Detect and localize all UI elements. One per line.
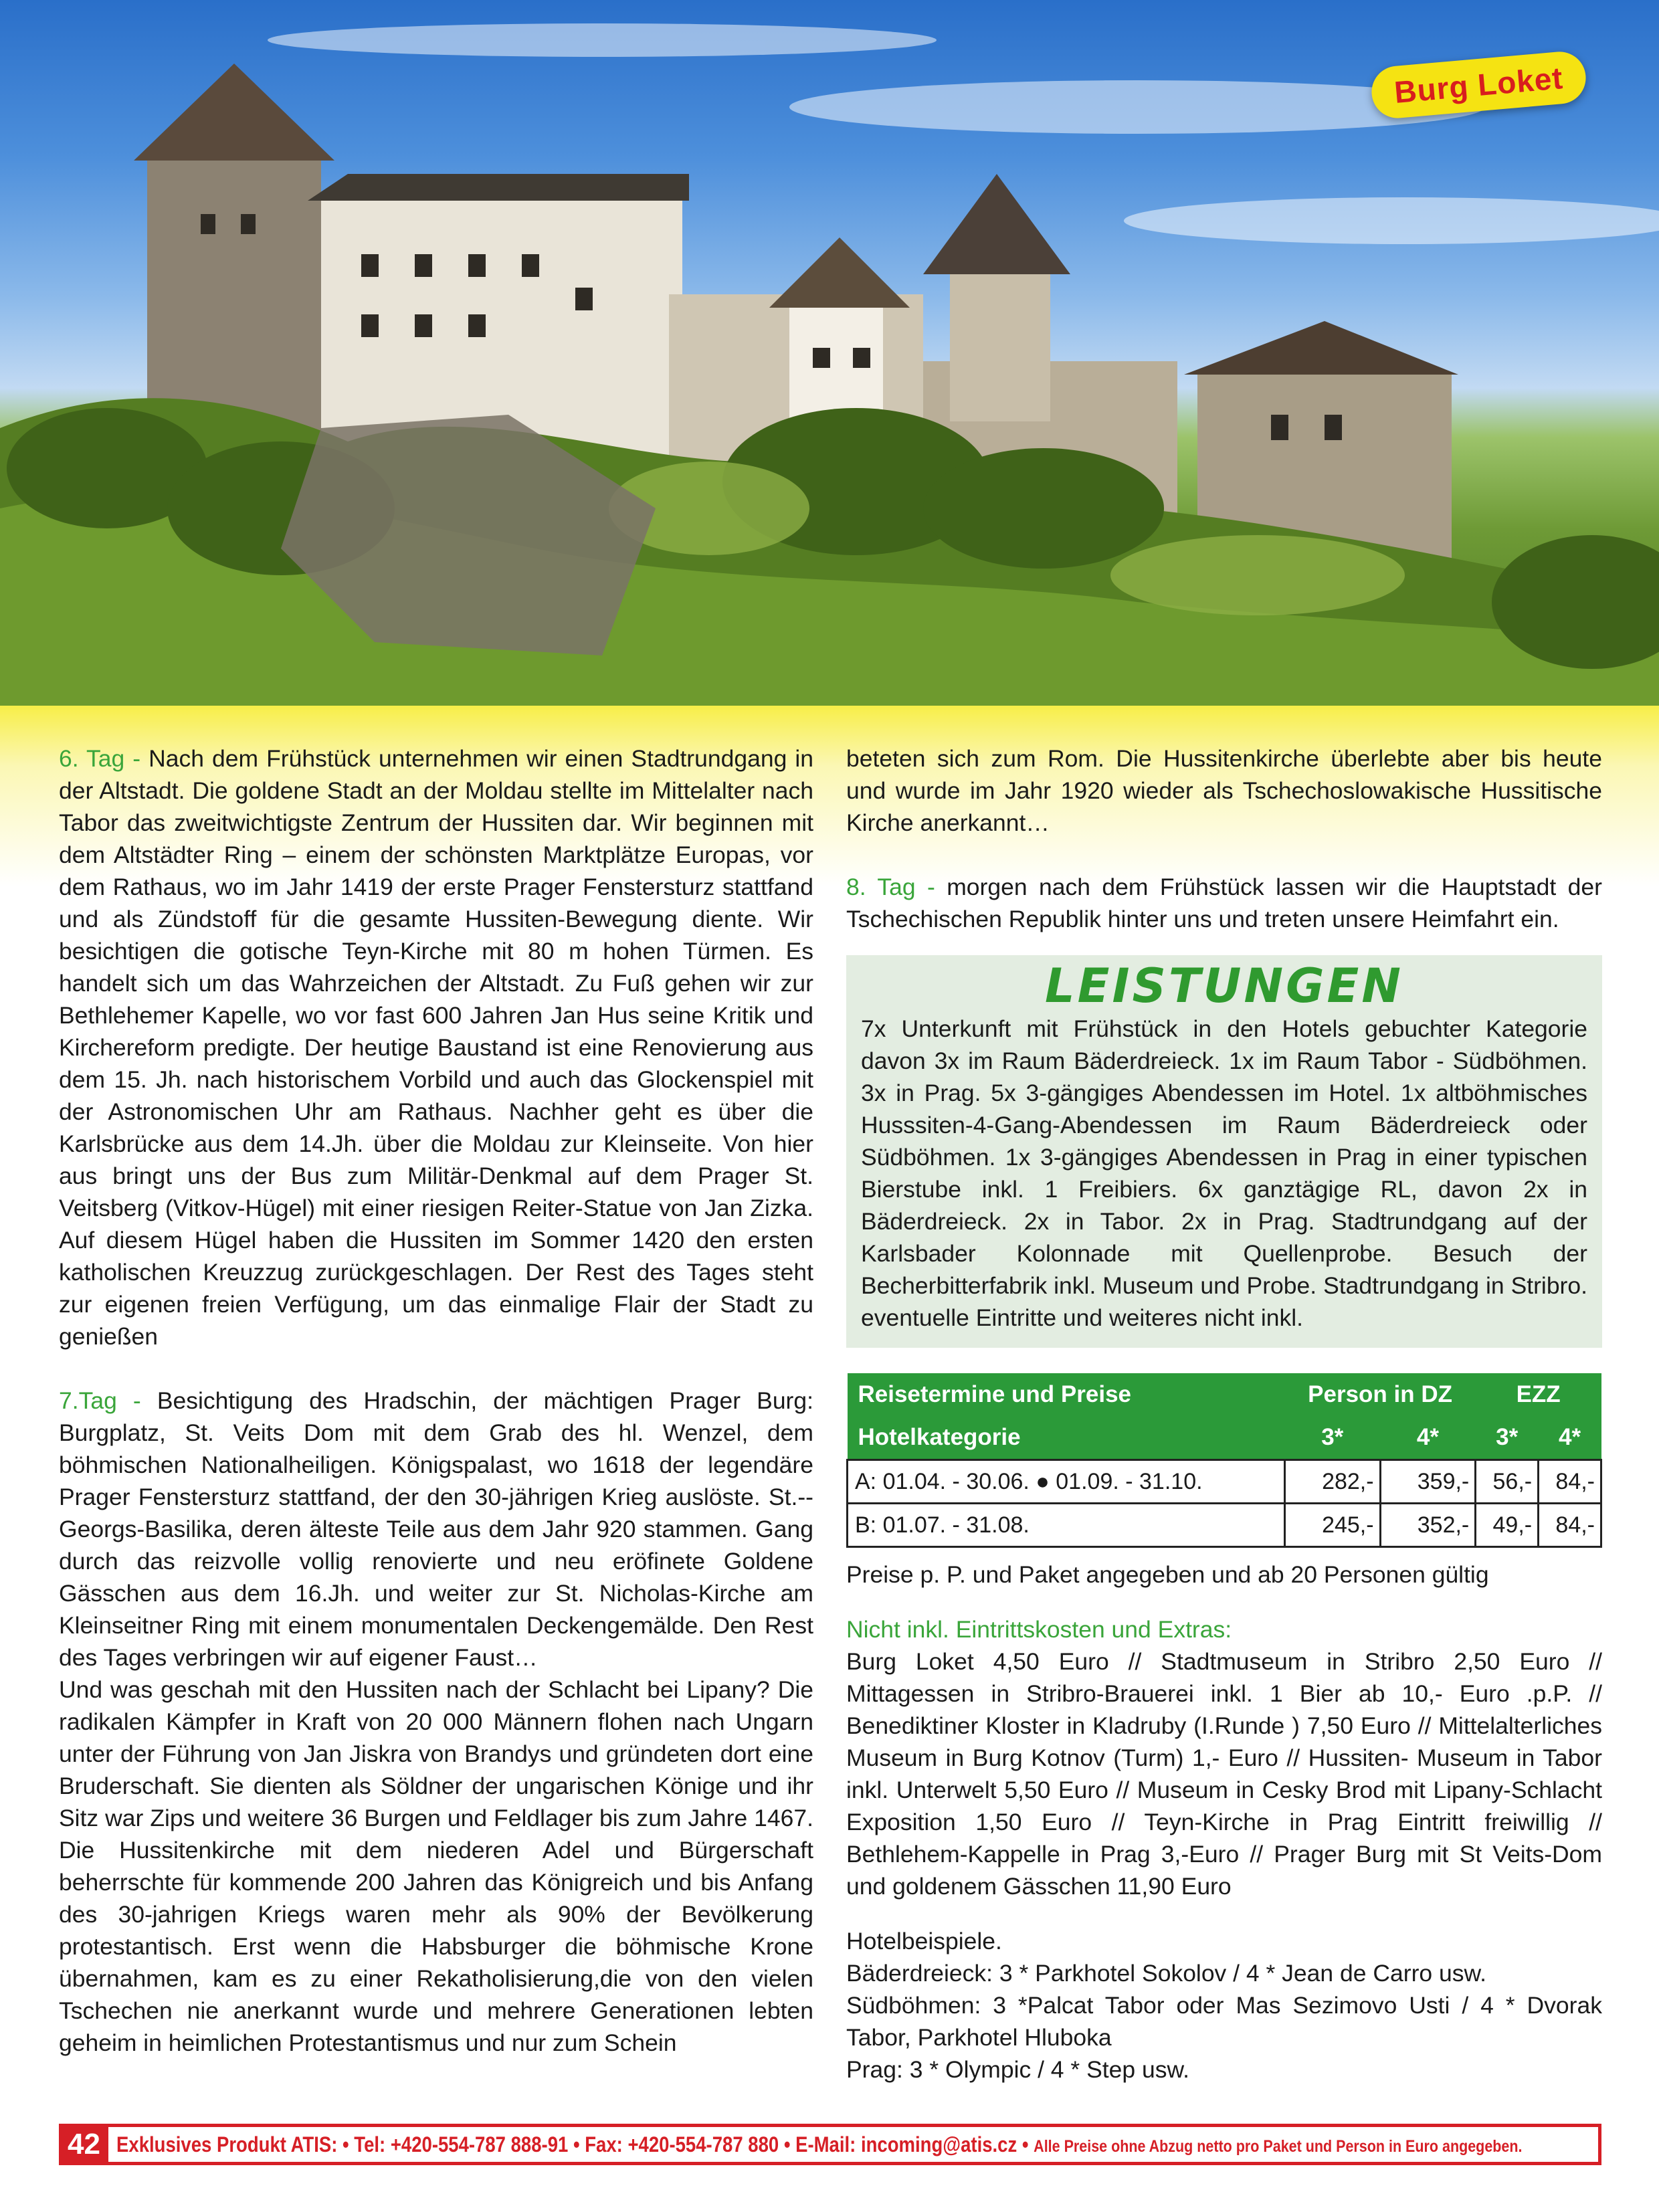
row-a-dz4: 359,- (1380, 1460, 1476, 1504)
row-a-ezz3: 56,- (1476, 1460, 1539, 1504)
footer-contact (108, 2132, 1522, 2157)
row-b-dz4: 352,- (1380, 1504, 1476, 1547)
price-table-header-row-2 (848, 1416, 1601, 1460)
day6-text: Nach dem Frühstück unternehmen wir einen Stadtrundgang in der Altstadt. Die goldene Stadt an der Moldau stellte im Mittelalter nach Tabor das zweitwichtigste Zentrum der Hussiten dar. Wir beginnen mit dem Altstädter Ring – einem der schönsten Marktplätze Europas, vor dem Rathaus, wo im Jahr 1419 der erste Prager Fenstersturz stattfand und als Zündstoff für die gesamte Hussiten-Bewegung diente. Wir besichtigen die gotische Teyn-Kirche mit 80 m hohen Türmen. Es handelt sich um das Wahrzeichen der Altstadt. Zu Fuß gehen wir zur Bethlehemer Kapelle, wo vor fast 600 Jahren Jan Hus seine Kritik und Kirchereform predigte. Der heutige Baustand ist eine Renovierung aus dem 15. Jh. nach historischem Vorbild und auch das Glockenspiel mit der Astronomischen Uhr am Rathaus. Nachher geht es über die Karlsbrücke aus dem 14.Jh. über die Moldau zur Kleinseite. Von hier aus bringt uns der Bus zum Militär-Denkmal auf dem Prager St. Veitsberg (Vitkov-Hügel) mit einer riesigen Reiter-Statue von Jan Zizka. Auf diesem Hügel haben die Hussiten im Sommer 1420 den ersten katholischen Kreuzzug zurückgeschlagen. Der Rest des Tages steht zur eigenen freien Verfügung, um das einmalige Flair der Stadt zu genießen (59, 745, 813, 1350)
footer-bar (59, 2124, 1601, 2165)
header-person-dz: Person in DZ (1284, 1373, 1475, 1416)
right-column (846, 742, 1602, 935)
header-dz-4star: 4* (1380, 1416, 1476, 1460)
header-ezz-4star: 4* (1539, 1416, 1601, 1460)
header-reisetermine: Reisetermine und Preise (848, 1373, 1285, 1416)
day7-paragraph (59, 1385, 813, 1674)
continuation-paragraph: beteten sich zum Rom. Die Hussitenkirche überlebte aber bis heute und wurde im Jahr 1920 wieder als Tschechoslowakische Hussitische Kirche anerkannt… (846, 745, 1602, 836)
leistungen-text: 7x Unterkunft mit Frühstück in den Hotels gebuchter Kategorie davon 3x im Raum Bäderdreieck. 1x im Raum Tabor - Südböhmen. 3x in Prag. 5x 3-gängiges Abendessen im Hotel. 1x altböhmisches Husssiten-4-Gang-Abendessen im Raum Bäderdreieck oder Südböhmen. 1x 3-gängiges Abendessen in Prag in einer typischen Bierstube inkl. 1 Freibiers. 6x ganztägige RL, davon 2x in Bäderdreieck. 2x in Tabor. 2x in Prag. Stadtrundgang auf der Karlsbader Kolonnade mit Quellenprobe. Besuch der Becherbitterfabrik inkl. Museum und Probe. Stadtrundgang in Stribro. eventuelle Eintritte und weiteres nicht inkl. (861, 1015, 1587, 1331)
leistungen-title: LEISTUNGEN (1045, 959, 1403, 1013)
header-dz-3star: 3* (1284, 1416, 1380, 1460)
price-table (846, 1373, 1602, 1548)
left-column (59, 742, 813, 2059)
hotels-line: Südböhmen: 3 *Palcat Tabor oder Mas Sezimovo Usti / 4 * Dvorak Tabor, Parkhotel Hluboka (846, 1992, 1602, 2051)
row-b-ezz3: 49,- (1476, 1504, 1539, 1547)
header-ezz: EZZ (1476, 1373, 1601, 1416)
header-hotelkategorie: Hotelkategorie (848, 1416, 1285, 1460)
row-b-ezz4: 84,- (1539, 1504, 1601, 1547)
table-row (848, 1460, 1601, 1504)
header-ezz-3star: 3* (1476, 1416, 1539, 1460)
hotels-title: Hotelbeispiele. (846, 1928, 1002, 1954)
hussiten-paragraph: Und was geschah mit den Hussiten nach der Schlacht bei Lipany? Die radikalen Kämpfer in Kraft von 20 000 Männern flohen nach Ungarn unter der Führung von Jan Jiskra von Brandys und gründeten dort eine Bruderschaft. Sie dienten als Söldner der ungarischen Könige und ihr Sitz war Zips und weitere 36 Burgen und Feldlager bis zum Jahre 1467. Die Hussitenkirche mit dem niederen Adel und Bürgerschaft beherrschte für kommende 200 Jahren das Königreich und bis Anfang des 30-jahrigen Kriegs waren mehr als 90% der Bevölkerung protestantisch. Erst wenn die Habsburger die böhmische Krone übernahmen, kam es zu einer Rekatholisierung,die von den vielen Tschechen nie anerkannt wurde und mehrere Generationen lebten geheim in heimlichen Protestantismus und nur zum Schein (59, 1676, 813, 2056)
badge-label: Burg Loket (1393, 60, 1565, 110)
day6-paragraph (59, 742, 813, 1352)
row-a-dates: A: 01.04. - 30.06. ● 01.09. - 31.10. (848, 1460, 1285, 1504)
day8-label: 8. Tag - (846, 874, 947, 900)
table-row (848, 1504, 1601, 1547)
day7-text: Besichtigung des Hradschin, der mächtigen Prager Burg: Burgplatz, St. Veits Dom mit dem Grab des hl. Wenzel, dem böhmischen Nationalheiligen. Königspalast, wo 1618 der legendäre Prager Fenstersturz stattfand, der den 30-jährigen Krieg auslöste. St.--Georgs-Basilika, deren älteste Teile aus dem Jahr 920 stammen. Gang durch das reizvolle vollig renovierte und neu eröfinete Goldene Gässchen aus dem 16.Jh. und weiter zur St. Nicholas-Kirche am Kleinseitner Ring mit einem monumentalen Deckengemälde. Den Rest des Tages verbringen wir auf eigener Faust… (59, 1387, 813, 1671)
price-note: Preise p. P. und Paket angegeben und ab 20 Personen gültig (846, 1561, 1489, 1588)
notes-section (846, 1559, 1602, 2086)
leistungen-box (846, 955, 1602, 1348)
page-number: 42 (62, 2127, 108, 2162)
footer-disclaimer: Alle Preise ohne Abzug netto pro Paket und Person in Euro angegeben. (1034, 2136, 1523, 2156)
day7-label: 7.Tag - (59, 1387, 157, 1414)
day6-label: 6. Tag - (59, 745, 149, 772)
extras-title: Nicht inkl. Eintrittskosten und Extras: (846, 1616, 1232, 1643)
row-b-dates: B: 01.07. - 31.08. (848, 1504, 1285, 1547)
hotels-line: Prag: 3 * Olympic / 4 * Step usw. (846, 2056, 1189, 2083)
price-table-header-row-1 (848, 1373, 1601, 1416)
hero-photo-burg-loket (0, 0, 1659, 706)
row-b-dz3: 245,- (1284, 1504, 1380, 1547)
row-a-ezz4: 84,- (1539, 1460, 1601, 1504)
day8-text: morgen nach dem Frühstück lassen wir die Hauptstadt der Tschechischen Republik hinter uns und treten unsere Heimfahrt ein. (846, 874, 1602, 932)
row-a-dz3: 282,- (1284, 1460, 1380, 1504)
day8-paragraph (846, 871, 1602, 935)
hotels-line: Bäderdreieck: 3 * Parkhotel Sokolov / 4 * Jean de Carro usw. (846, 1960, 1487, 1987)
extras-text: Burg Loket 4,50 Euro // Stadtmuseum in Stribro 2,50 Euro // Mittagessen in Stribro-Brauerei inkl. 1 Bier ab 10,- Euro .p.P. // Benediktiner Kloster in Kladruby (I.Runde ) 7,50 Euro // Mittelalterliches Museum in Burg Kotnov (Turm) 1,- Euro // Hussiten- Museum in Tabor inkl. Unterwelt 5,50 Euro // Museum in Cesky Brod mit Lipany-Schlacht Exposition 1,50 Euro // Teyn-Kirche in Prag Eintritt freiwillig // Bethlehem-Kappelle in Prag 3,-Euro // Prager Burg mit St Veits-Dom und goldenem Gässchen 11,90 Euro (846, 1648, 1602, 1900)
footer-main-text: Exklusives Produkt ATIS: • Tel: +420-554-787 888-91 • Fax: +420-554-787 880 • E-Mail: incoming@atis.cz • (116, 2132, 1029, 2156)
